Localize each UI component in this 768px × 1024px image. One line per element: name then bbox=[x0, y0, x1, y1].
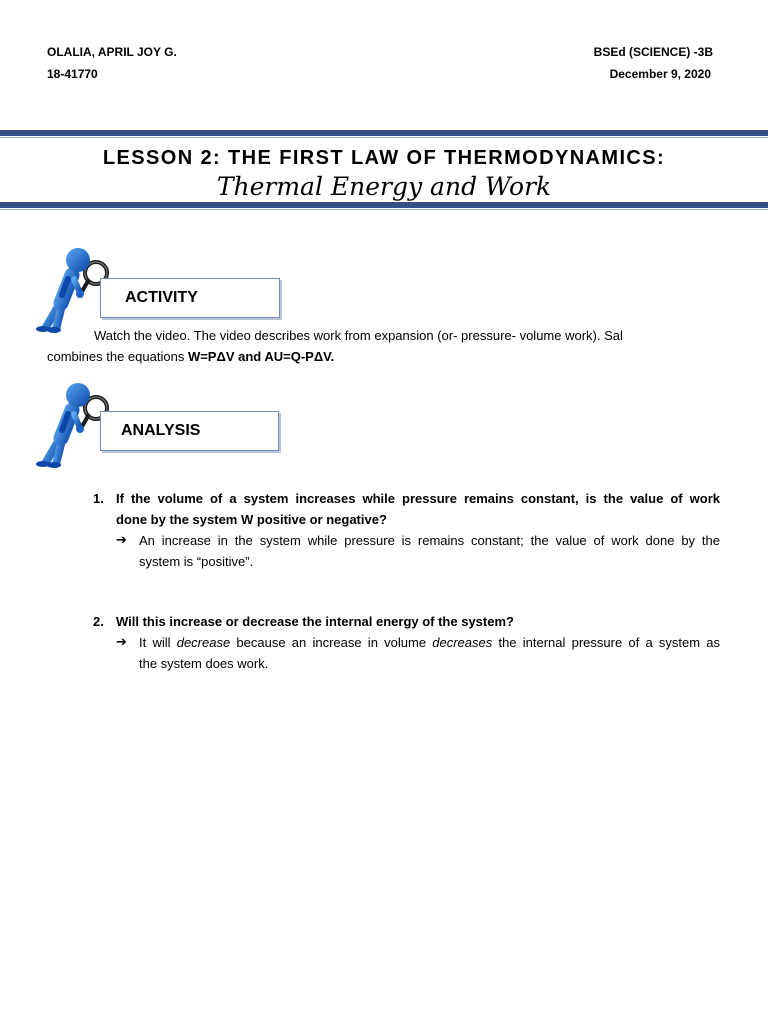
item-number-1: 1. bbox=[93, 491, 104, 506]
answer-1-line-2: system is “positive”. bbox=[139, 554, 254, 569]
title-top-rule bbox=[0, 130, 768, 136]
activity-text-line-2 bbox=[47, 346, 334, 367]
activity-equations: W=PΔV and AU=Q-PΔV. bbox=[187, 349, 335, 364]
lesson-title: LESSON 2: THE FIRST LAW OF THERMODYNAMICS: bbox=[102, 147, 666, 169]
answer-2-text: because an increase in volume bbox=[230, 635, 433, 650]
answer-2-text: It will bbox=[139, 635, 177, 650]
question-1-line-1: If the volume of a system increases while pressure remains constant, is the value of work bbox=[116, 491, 720, 506]
item-number-2: 2. bbox=[93, 614, 104, 629]
lesson-subtitle: Thermal Energy and Work bbox=[216, 172, 552, 201]
course-section: BSEd (SCIENCE) -3B bbox=[593, 45, 713, 59]
answer-2-text: the internal pressure of a system as bbox=[492, 635, 721, 650]
activity-heading-box bbox=[100, 278, 280, 318]
student-id: 18-41770 bbox=[47, 67, 98, 81]
activity-text-line-1: Watch the video. The video describes work from expansion (or- pressure- volume work). Sal bbox=[94, 328, 623, 343]
analysis-heading-box bbox=[100, 411, 279, 451]
student-name: OLALIA, APRIL JOY G. bbox=[47, 45, 177, 59]
question-1-line-2: done by the system W positive or negative? bbox=[116, 512, 387, 527]
analysis-heading: ANALYSIS bbox=[121, 422, 201, 439]
arrow-bullet-icon: ➔ bbox=[116, 533, 127, 548]
answer-1-line-1: An increase in the system while pressure is remains constant; the value of work done by the bbox=[139, 533, 720, 548]
question-2-line-1: Will this increase or decrease the internal energy of the system? bbox=[116, 614, 514, 629]
activity-text-plain: combines the equations bbox=[47, 349, 188, 364]
document-date: December 9, 2020 bbox=[609, 67, 711, 81]
activity-heading: ACTIVITY bbox=[125, 289, 198, 306]
answer-2-italic-term: decrease bbox=[176, 635, 231, 650]
arrow-bullet-icon: ➔ bbox=[116, 635, 127, 650]
answer-2-line-2: the system does work. bbox=[139, 656, 269, 671]
answer-2-italic-term: decreases bbox=[432, 635, 493, 650]
answer-2-line-1 bbox=[139, 632, 720, 653]
title-bottom-rule bbox=[0, 202, 768, 208]
